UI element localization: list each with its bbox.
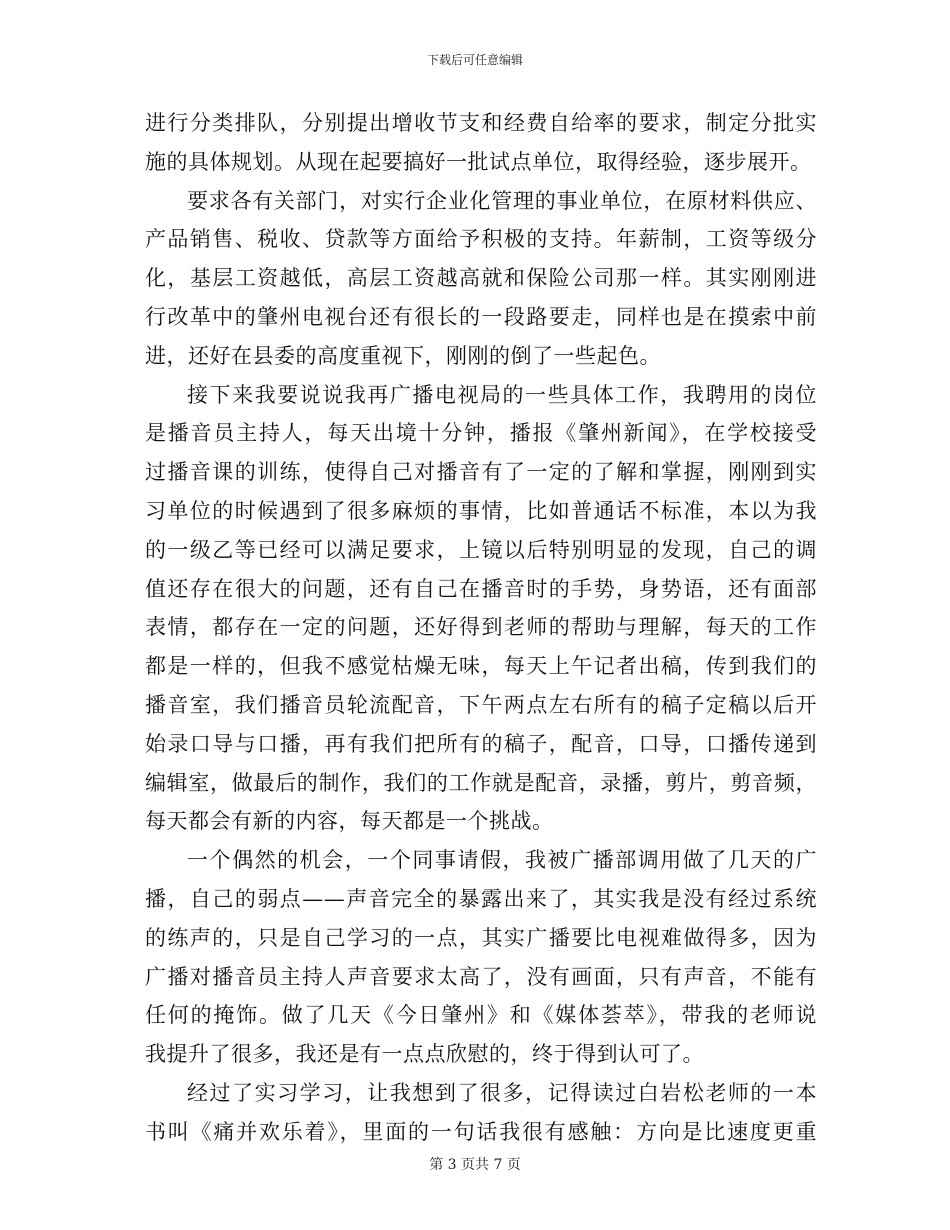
text-line: 值还存在很大的问题，还有自己在播音时的手势，身势语，还有面部 <box>145 576 817 601</box>
text-line: 每天都会有新的内容，每天都是一个挑战。 <box>145 809 554 834</box>
text-line: 施的具体规划。从现在起要搞好一批试点单位，取得经验，逐步展开。 <box>145 149 812 174</box>
text-line: 一个偶然的机会，一个同事请假，我被广播部调用做了几天的广 <box>187 848 817 873</box>
text-line: 过播音课的训练，使得自己对播音有了一定的了解和掌握，刚刚到实 <box>145 460 817 485</box>
text-line: 经过了实习学习，让我想到了很多，记得读过白岩松老师的一本 <box>187 1080 817 1105</box>
text-line: 化，基层工资越低，高层工资越高就和保险公司那一样。其实刚刚进 <box>145 266 817 291</box>
text-line: 产品销售、税收、贷款等方面给予积极的支持。年薪制，工资等级分 <box>145 227 817 252</box>
text-line: 始录口导与口播，再有我们把所有的稿子，配音，口导，口播传递到 <box>145 731 817 756</box>
text-line: 播音室，我们播音员轮流配音，下午两点左右所有的稿子定稿以后开 <box>145 692 817 717</box>
text-line: 编辑室，做最后的制作，我们的工作就是配音，录播，剪片，剪音频， <box>145 770 817 795</box>
text-line: 要求各有关部门，对实行企业化管理的事业单位，在原材料供应、 <box>187 188 817 213</box>
page-header: 下载后可任意编辑 <box>426 53 523 67</box>
text-line: 任何的掩饰。做了几天《今日肇州》和《媒体荟萃》，带我的老师说 <box>145 1003 817 1028</box>
text-line: 都是一样的，但我不感觉枯燥无味，每天上午记者出稿，传到我们的 <box>145 654 817 679</box>
text-line: 是播音员主持人，每天出境十分钟，播报《肇州新闻》，在学校接受 <box>145 421 817 446</box>
text-line: 习单位的时候遇到了很多麻烦的事情，比如普通话不标准，本以为我 <box>145 498 817 523</box>
document-body <box>145 104 817 1152</box>
text-line: 接下来我要说说我再广播电视局的一些具体工作，我聘用的岗位 <box>187 382 817 407</box>
text-line: 书叫《痛并欢乐着》，里面的一句话我很有感触：方向是比速度更重 <box>145 1119 817 1144</box>
text-line: 广播对播音员主持人声音要求太高了，没有画面，只有声音，不能有 <box>145 964 817 989</box>
text-line: 行改革中的肇州电视台还有很长的一段路要走，同样也是在摸索中前 <box>145 304 817 329</box>
text-line: 我提升了很多，我还是有一点点欣慰的，终于得到认可了。 <box>145 1042 704 1067</box>
text-line: 进行分类排队，分别提出增收节支和经费自给率的要求，制定分批实 <box>145 111 817 135</box>
text-line: 播，自己的弱点——声音完全的暴露出来了，其实我是没有经过系统 <box>145 886 817 911</box>
text-line: 的一级乙等已经可以满足要求，上镜以后特别明显的发现，自己的调 <box>145 537 817 562</box>
text-line: 表情，都存在一定的问题，还好得到老师的帮助与理解，每天的工作 <box>145 615 817 640</box>
page-number: 第 3 页共 7 页 <box>429 1157 521 1173</box>
text-line: 的练声的，只是自己学习的一点，其实广播要比电视难做得多，因为 <box>145 925 817 950</box>
text-line: 进，还好在县委的高度重视下，刚刚的倒了一些起色。 <box>145 343 661 368</box>
